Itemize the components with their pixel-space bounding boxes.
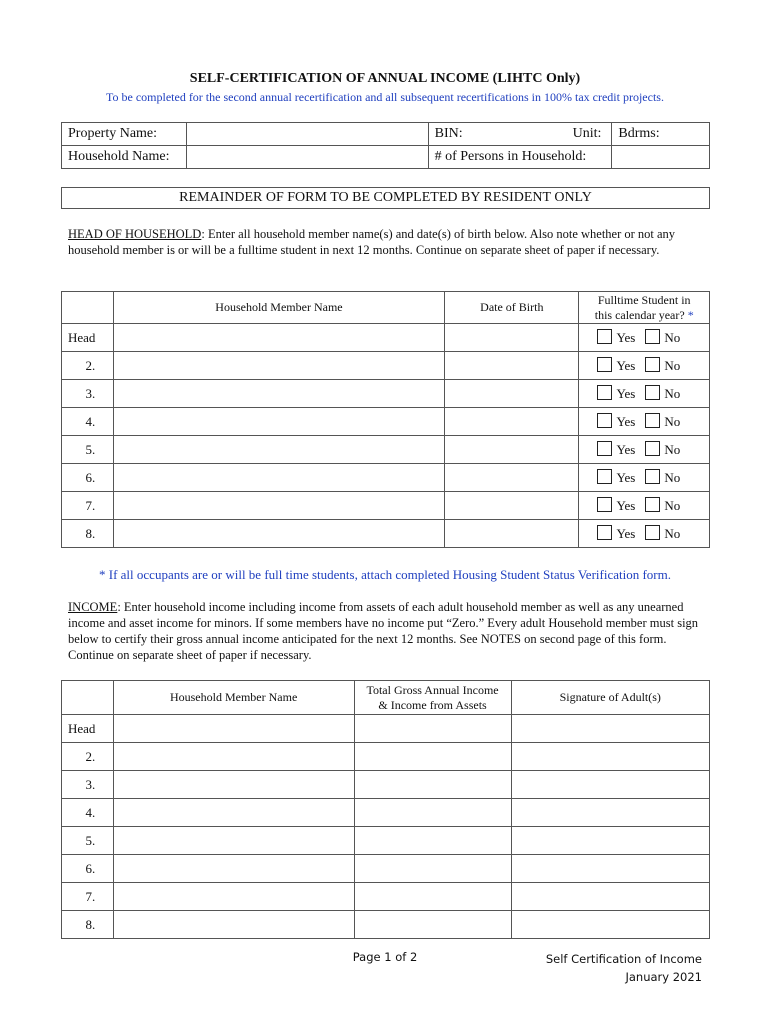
head-of-household-heading: HEAD OF HOUSEHOLD (68, 227, 202, 241)
row-label: 6. (62, 464, 114, 492)
household-member-row (62, 408, 710, 436)
household-member-row (62, 436, 710, 464)
income-member-name-field[interactable] (113, 743, 354, 771)
no-checkbox[interactable] (645, 329, 660, 344)
student-status-cell (579, 380, 710, 408)
member-name-field[interactable] (113, 352, 444, 380)
yes-checkbox[interactable] (597, 441, 612, 456)
income-member-name-field[interactable] (113, 827, 354, 855)
row-label: 5. (62, 436, 114, 464)
income-member-row (62, 883, 710, 911)
student-status-cell (579, 352, 710, 380)
household-name-field[interactable] (187, 146, 428, 169)
member-name-field[interactable] (113, 380, 444, 408)
row-label: 7. (62, 492, 114, 520)
student-status-cell (579, 464, 710, 492)
row-label: 2. (62, 352, 114, 380)
household-member-row (62, 352, 710, 380)
signature-field[interactable] (511, 799, 709, 827)
member-name-field[interactable] (113, 520, 444, 548)
bdrms-cell[interactable] (612, 123, 710, 146)
no-label: No (664, 330, 681, 345)
yes-checkbox[interactable] (597, 385, 612, 400)
income-member-name-field[interactable] (113, 855, 354, 883)
income-member-row (62, 827, 710, 855)
income-member-name-field[interactable] (113, 799, 354, 827)
date-of-birth-field[interactable] (445, 520, 579, 548)
yes-label: Yes (616, 470, 636, 485)
row-label: Head (62, 324, 114, 352)
row-label: 2. (62, 743, 114, 771)
row-label: 8. (62, 911, 114, 939)
student-status-cell (579, 520, 710, 548)
gross-income-field[interactable] (354, 855, 511, 883)
form-title: SELF-CERTIFICATION OF ANNUAL INCOME (LIHTC Only) (189, 71, 581, 86)
income-member-row (62, 911, 710, 939)
income-member-row (62, 715, 710, 743)
yes-label: Yes (616, 442, 636, 457)
row-label: 3. (62, 771, 114, 799)
income-heading: INCOME (68, 600, 118, 614)
date-of-birth-field[interactable] (445, 380, 579, 408)
signature-field[interactable] (511, 743, 709, 771)
date-of-birth-field[interactable] (445, 436, 579, 464)
col-income-member-name: Household Member Name (113, 681, 354, 715)
gross-income-field[interactable] (354, 771, 511, 799)
household-member-row (62, 464, 710, 492)
gross-income-field[interactable] (354, 715, 511, 743)
col-fulltime-student: Fulltime Student in this calendar year? * (579, 292, 710, 324)
row-label: 7. (62, 883, 114, 911)
gross-income-field[interactable] (354, 743, 511, 771)
student-status-note: * If all occupants are or will be full time students, attach completed Housing Student Status Verification form. (99, 567, 671, 582)
member-name-field[interactable] (113, 408, 444, 436)
household-table-header (62, 292, 710, 324)
yes-label: Yes (616, 414, 636, 429)
student-status-cell (579, 324, 710, 352)
date-of-birth-field[interactable] (445, 352, 579, 380)
signature-field[interactable] (511, 883, 709, 911)
footer-date: January 2021 (625, 970, 702, 984)
row-label: Head (62, 715, 114, 743)
form-subtitle: To be completed for the second annual recertification and all subsequent recertifications in 100% tax credit projects. (106, 90, 664, 104)
no-checkbox[interactable] (645, 413, 660, 428)
income-member-name-field[interactable] (113, 715, 354, 743)
household-member-row (62, 324, 710, 352)
household-member-row (62, 520, 710, 548)
income-member-name-field[interactable] (113, 883, 354, 911)
income-table-header (62, 681, 710, 715)
unit-label: Unit: (572, 126, 602, 141)
student-status-cell (579, 436, 710, 464)
gross-income-field[interactable] (354, 883, 511, 911)
bin-unit-cell[interactable] (428, 123, 612, 146)
yes-label: Yes (616, 526, 636, 541)
signature-field[interactable] (511, 715, 709, 743)
member-name-field[interactable] (113, 492, 444, 520)
no-label: No (664, 386, 681, 401)
household-name-label: Household Name: (62, 146, 187, 169)
row-label: 8. (62, 520, 114, 548)
col-date-of-birth: Date of Birth (445, 292, 579, 324)
row-label: 4. (62, 799, 114, 827)
yes-label: Yes (616, 498, 636, 513)
footer-form-info (546, 950, 702, 986)
no-label: No (664, 358, 681, 373)
income-table (61, 680, 710, 939)
yes-label: Yes (616, 358, 636, 373)
member-name-field[interactable] (113, 436, 444, 464)
property-info-table (61, 122, 710, 169)
date-of-birth-field[interactable] (445, 324, 579, 352)
property-name-field[interactable] (187, 123, 428, 146)
signature-field[interactable] (511, 827, 709, 855)
footer-form-name: Self Certification of Income (545, 952, 702, 966)
yes-checkbox[interactable] (597, 357, 612, 372)
income-member-row (62, 855, 710, 883)
head-of-household-text: : Enter all household member name(s) and date(s) of birth below. Also note whether or not any household member is or will be a fulltime student in next 12 months. Continue on separate sheet of paper if necessary. (68, 227, 676, 257)
row-label: 4. (62, 408, 114, 436)
no-label: No (664, 414, 681, 429)
no-label: No (664, 526, 681, 541)
household-member-row (62, 492, 710, 520)
yes-label: Yes (616, 330, 636, 345)
no-checkbox[interactable] (645, 497, 660, 512)
bin-label: BIN: (434, 126, 463, 141)
signature-field[interactable] (511, 855, 709, 883)
signature-field[interactable] (511, 771, 709, 799)
no-label: No (664, 498, 681, 513)
income-member-name-field[interactable] (113, 911, 354, 939)
household-members-table (61, 291, 710, 548)
date-of-birth-field[interactable] (445, 492, 579, 520)
household-member-row (62, 380, 710, 408)
yes-checkbox[interactable] (597, 525, 612, 540)
date-of-birth-field[interactable] (445, 408, 579, 436)
no-label: No (664, 442, 681, 457)
bdrms-label: Bdrms: (618, 126, 660, 141)
no-label: No (664, 470, 681, 485)
gross-income-field[interactable] (354, 799, 511, 827)
row-label: 6. (62, 855, 114, 883)
row-label: 5. (62, 827, 114, 855)
no-checkbox[interactable] (645, 357, 660, 372)
income-member-row (62, 771, 710, 799)
yes-checkbox[interactable] (597, 329, 612, 344)
income-instructions (68, 599, 708, 663)
no-checkbox[interactable] (645, 385, 660, 400)
resident-only-banner: REMAINDER OF FORM TO BE COMPLETED BY RESIDENT ONLY (61, 187, 710, 209)
row-label: 3. (62, 380, 114, 408)
head-of-household-instructions (68, 226, 708, 258)
income-member-name-field[interactable] (113, 771, 354, 799)
yes-checkbox[interactable] (597, 497, 612, 512)
gross-income-field[interactable] (354, 911, 511, 939)
no-checkbox[interactable] (645, 469, 660, 484)
col-gross-income: Total Gross Annual Income & Income from Assets (354, 681, 511, 715)
member-name-field[interactable] (113, 324, 444, 352)
income-member-row (62, 799, 710, 827)
col-member-name: Household Member Name (113, 292, 444, 324)
col-signature: Signature of Adult(s) (511, 681, 709, 715)
income-member-row (62, 743, 710, 771)
page-number: Page 1 of 2 (352, 950, 418, 964)
student-status-cell (579, 408, 710, 436)
income-text: : Enter household income including income from assets of each adult household member as well as any unearned income and asset income for minors. If some members have no income put “Zero.” Every adult Household member must sign below to certify their gross annual income anticipated for the next 12 months. See NOTES on second page of this form. Continue on separate sheet of paper if necessary. (68, 600, 699, 662)
persons-in-household-label: # of Persons in Household: (428, 146, 612, 169)
signature-field[interactable] (511, 911, 709, 939)
student-status-cell (579, 492, 710, 520)
persons-in-household-field[interactable] (612, 146, 710, 169)
gross-income-field[interactable] (354, 827, 511, 855)
member-name-field[interactable] (113, 464, 444, 492)
no-checkbox[interactable] (645, 441, 660, 456)
no-checkbox[interactable] (645, 525, 660, 540)
yes-label: Yes (616, 386, 636, 401)
property-name-label: Property Name: (62, 123, 187, 146)
yes-checkbox[interactable] (597, 413, 612, 428)
date-of-birth-field[interactable] (445, 464, 579, 492)
yes-checkbox[interactable] (597, 469, 612, 484)
